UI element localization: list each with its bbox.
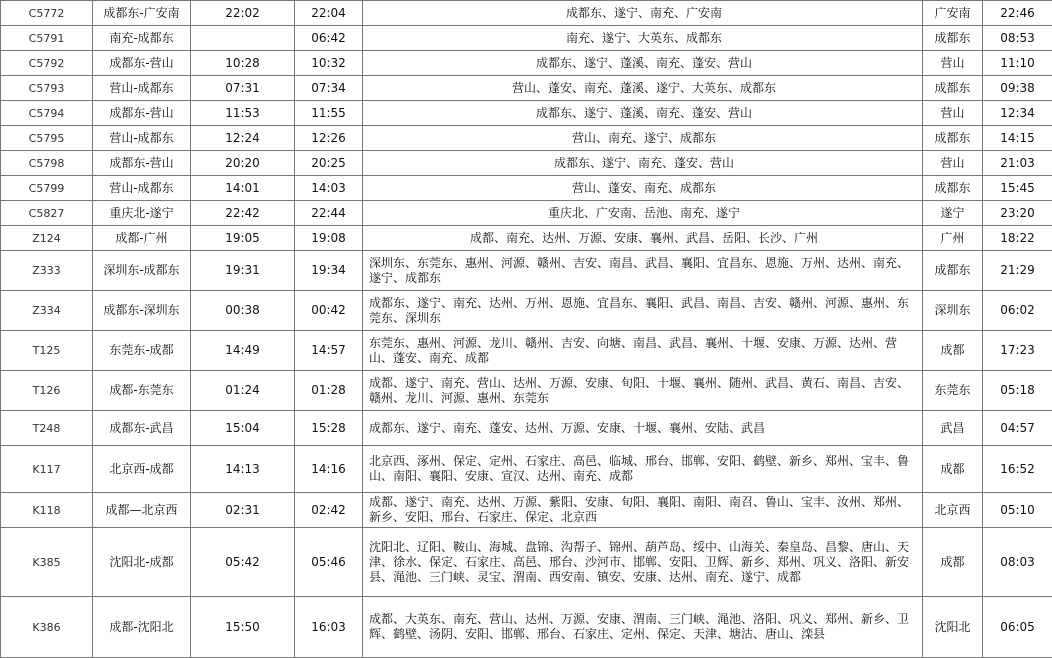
- train-number-cell: C5794: [1, 101, 93, 126]
- route-cell: 沈阳北-成都: [93, 528, 191, 597]
- stops-cell: 南充、遂宁、大英东、成都东: [363, 26, 923, 51]
- stops-cell: 北京西、涿州、保定、定州、石家庄、高邑、临城、邢台、邯郸、安阳、鹤壁、新乡、郑州、宝丰、鲁山、南阳、襄阳、安康、宣汉、达州、南充、成都: [363, 446, 923, 493]
- arrival-time-cell: 08:53: [983, 26, 1052, 51]
- stop-time-cell: 16:03: [295, 597, 363, 658]
- arrival-time-cell: 05:10: [983, 493, 1052, 528]
- terminal-station-cell: 成都东: [923, 251, 983, 291]
- departure-time-cell: 10:28: [191, 51, 295, 76]
- route-cell: 成都-广州: [93, 226, 191, 251]
- table-row: [1, 597, 1052, 658]
- table-row: [1, 493, 1052, 528]
- stops-cell: 营山、蓬安、南充、成都东: [363, 176, 923, 201]
- table-row: [1, 371, 1052, 411]
- stops-cell: 成都、遂宁、南充、达州、万源、紫阳、安康、旬阳、襄阳、南阳、南召、鲁山、宝丰、汝州、郑州、新乡、安阳、邢台、石家庄、保定、北京西: [363, 493, 923, 528]
- train-number-cell: C5792: [1, 51, 93, 76]
- departure-time-cell: 11:53: [191, 101, 295, 126]
- departure-time-cell: 15:50: [191, 597, 295, 658]
- train-number-cell: Z334: [1, 291, 93, 331]
- terminal-station-cell: 北京西: [923, 493, 983, 528]
- departure-time-cell: 01:24: [191, 371, 295, 411]
- stop-time-cell: 15:28: [295, 411, 363, 446]
- terminal-station-cell: 营山: [923, 101, 983, 126]
- stop-time-cell: 06:42: [295, 26, 363, 51]
- train-number-cell: C5795: [1, 126, 93, 151]
- table-row: [1, 528, 1052, 597]
- stops-cell: 成都东、遂宁、南充、广安南: [363, 1, 923, 26]
- departure-time-cell: 12:24: [191, 126, 295, 151]
- train-number-cell: K385: [1, 528, 93, 597]
- table-row: [1, 76, 1052, 101]
- stops-cell: 成都、遂宁、南充、营山、达州、万源、安康、旬阳、十堰、襄州、随州、武昌、黄石、南昌、吉安、赣州、龙川、河源、惠州、东莞东: [363, 371, 923, 411]
- arrival-time-cell: 16:52: [983, 446, 1052, 493]
- train-number-cell: C5827: [1, 201, 93, 226]
- stop-time-cell: 19:34: [295, 251, 363, 291]
- terminal-station-cell: 广州: [923, 226, 983, 251]
- stop-time-cell: 14:03: [295, 176, 363, 201]
- stops-cell: 成都东、遂宁、南充、蓬安、达州、万源、安康、十堰、襄州、安陆、武昌: [363, 411, 923, 446]
- train-number-cell: Z124: [1, 226, 93, 251]
- arrival-time-cell: 05:18: [983, 371, 1052, 411]
- train-number-cell: C5772: [1, 1, 93, 26]
- stops-cell: 营山、蓬安、南充、蓬溪、遂宁、大英东、成都东: [363, 76, 923, 101]
- terminal-station-cell: 深圳东: [923, 291, 983, 331]
- train-number-cell: T125: [1, 331, 93, 371]
- terminal-station-cell: 营山: [923, 51, 983, 76]
- arrival-time-cell: 21:03: [983, 151, 1052, 176]
- table-row: [1, 126, 1052, 151]
- arrival-time-cell: 22:46: [983, 1, 1052, 26]
- table-row: [1, 291, 1052, 331]
- terminal-station-cell: 广安南: [923, 1, 983, 26]
- terminal-station-cell: 成都: [923, 446, 983, 493]
- terminal-station-cell: 遂宁: [923, 201, 983, 226]
- arrival-time-cell: 09:38: [983, 76, 1052, 101]
- route-cell: 成都东-营山: [93, 151, 191, 176]
- arrival-time-cell: 18:22: [983, 226, 1052, 251]
- terminal-station-cell: 成都东: [923, 76, 983, 101]
- route-cell: 成都-沈阳北: [93, 597, 191, 658]
- terminal-station-cell: 成都东: [923, 176, 983, 201]
- stop-time-cell: 22:04: [295, 1, 363, 26]
- terminal-station-cell: 沈阳北: [923, 597, 983, 658]
- train-number-cell: C5793: [1, 76, 93, 101]
- route-cell: 成都东-深圳东: [93, 291, 191, 331]
- terminal-station-cell: 成都: [923, 528, 983, 597]
- departure-time-cell: 14:13: [191, 446, 295, 493]
- arrival-time-cell: 11:10: [983, 51, 1052, 76]
- stop-time-cell: 05:46: [295, 528, 363, 597]
- stop-time-cell: 11:55: [295, 101, 363, 126]
- route-cell: 成都—北京西: [93, 493, 191, 528]
- departure-time-cell: 22:42: [191, 201, 295, 226]
- terminal-station-cell: 成都东: [923, 126, 983, 151]
- route-cell: 营山-成都东: [93, 76, 191, 101]
- stops-cell: 成都东、遂宁、蓬溪、南充、蓬安、营山: [363, 51, 923, 76]
- stop-time-cell: 10:32: [295, 51, 363, 76]
- departure-time-cell: 05:42: [191, 528, 295, 597]
- stops-cell: 成都东、遂宁、南充、蓬安、营山: [363, 151, 923, 176]
- arrival-time-cell: 06:02: [983, 291, 1052, 331]
- stop-time-cell: 07:34: [295, 76, 363, 101]
- timetable-body: [1, 1, 1052, 658]
- train-number-cell: K386: [1, 597, 93, 658]
- departure-time-cell: 07:31: [191, 76, 295, 101]
- stops-cell: 沈阳北、辽阳、鞍山、海城、盘锦、沟帮子、锦州、葫芦岛、绥中、山海关、秦皇岛、昌黎、唐山、天津、徐水、保定、石家庄、高邑、邢台、沙河市、邯郸、安阳、卫辉、新乡、郑州、巩义、洛阳、新安县、渑池、三门峡、灵宝、渭南、西安南、镇安、安康、达州、南充、遂宁、成都: [363, 528, 923, 597]
- arrival-time-cell: 17:23: [983, 331, 1052, 371]
- table-row: [1, 51, 1052, 76]
- train-number-cell: C5791: [1, 26, 93, 51]
- table-row: [1, 251, 1052, 291]
- stop-time-cell: 22:44: [295, 201, 363, 226]
- terminal-station-cell: 成都东: [923, 26, 983, 51]
- table-row: [1, 411, 1052, 446]
- table-row: [1, 26, 1052, 51]
- stops-cell: 成都、大英东、南充、营山、达州、万源、安康、渭南、三门峡、渑池、洛阳、巩义、郑州、新乡、卫辉、鹤壁、汤阴、安阳、邯郸、邢台、石家庄、定州、保定、天津、塘沽、唐山、滦县: [363, 597, 923, 658]
- train-number-cell: K117: [1, 446, 93, 493]
- departure-time-cell: 19:05: [191, 226, 295, 251]
- departure-time-cell: [191, 26, 295, 51]
- stops-cell: 成都东、遂宁、蓬溪、南充、蓬安、营山: [363, 101, 923, 126]
- departure-time-cell: 14:01: [191, 176, 295, 201]
- stop-time-cell: 14:16: [295, 446, 363, 493]
- route-cell: 成都东-广安南: [93, 1, 191, 26]
- stop-time-cell: 14:57: [295, 331, 363, 371]
- route-cell: 成都-东莞东: [93, 371, 191, 411]
- route-cell: 深圳东-成都东: [93, 251, 191, 291]
- train-number-cell: C5798: [1, 151, 93, 176]
- train-number-cell: T126: [1, 371, 93, 411]
- table-row: [1, 331, 1052, 371]
- terminal-station-cell: 武昌: [923, 411, 983, 446]
- route-cell: 南充-成都东: [93, 26, 191, 51]
- departure-time-cell: 02:31: [191, 493, 295, 528]
- route-cell: 成都东-营山: [93, 101, 191, 126]
- table-row: [1, 446, 1052, 493]
- departure-time-cell: 20:20: [191, 151, 295, 176]
- departure-time-cell: 00:38: [191, 291, 295, 331]
- arrival-time-cell: 14:15: [983, 126, 1052, 151]
- stops-cell: 深圳东、东莞东、惠州、河源、赣州、吉安、南昌、武昌、襄阳、宜昌东、恩施、万州、达州、南充、遂宁、成都东: [363, 251, 923, 291]
- stop-time-cell: 12:26: [295, 126, 363, 151]
- stops-cell: 成都东、遂宁、南充、达州、万州、恩施、宜昌东、襄阳、武昌、南昌、吉安、赣州、河源、惠州、东莞东、深圳东: [363, 291, 923, 331]
- departure-time-cell: 14:49: [191, 331, 295, 371]
- departure-time-cell: 15:04: [191, 411, 295, 446]
- arrival-time-cell: 12:34: [983, 101, 1052, 126]
- terminal-station-cell: 营山: [923, 151, 983, 176]
- stop-time-cell: 19:08: [295, 226, 363, 251]
- train-number-cell: K118: [1, 493, 93, 528]
- table-row: [1, 176, 1052, 201]
- terminal-station-cell: 东莞东: [923, 371, 983, 411]
- arrival-time-cell: 15:45: [983, 176, 1052, 201]
- arrival-time-cell: 06:05: [983, 597, 1052, 658]
- table-row: [1, 201, 1052, 226]
- route-cell: 东莞东-成都: [93, 331, 191, 371]
- table-row: [1, 1, 1052, 26]
- arrival-time-cell: 08:03: [983, 528, 1052, 597]
- stops-cell: 营山、南充、遂宁、成都东: [363, 126, 923, 151]
- arrival-time-cell: 21:29: [983, 251, 1052, 291]
- route-cell: 北京西-成都: [93, 446, 191, 493]
- stops-cell: 东莞东、惠州、河源、龙川、赣州、吉安、向塘、南昌、武昌、襄州、十堰、安康、万源、达州、营山、蓬安、南充、成都: [363, 331, 923, 371]
- train-number-cell: C5799: [1, 176, 93, 201]
- route-cell: 营山-成都东: [93, 126, 191, 151]
- terminal-station-cell: 成都: [923, 331, 983, 371]
- arrival-time-cell: 23:20: [983, 201, 1052, 226]
- stops-cell: 成都、南充、达州、万源、安康、襄州、武昌、岳阳、长沙、广州: [363, 226, 923, 251]
- route-cell: 成都东-营山: [93, 51, 191, 76]
- table-row: [1, 101, 1052, 126]
- route-cell: 营山-成都东: [93, 176, 191, 201]
- train-number-cell: T248: [1, 411, 93, 446]
- stop-time-cell: 02:42: [295, 493, 363, 528]
- train-number-cell: Z333: [1, 251, 93, 291]
- table-row: [1, 151, 1052, 176]
- table-row: [1, 226, 1052, 251]
- stops-cell: 重庆北、广安南、岳池、南充、遂宁: [363, 201, 923, 226]
- stop-time-cell: 01:28: [295, 371, 363, 411]
- stop-time-cell: 20:25: [295, 151, 363, 176]
- departure-time-cell: 19:31: [191, 251, 295, 291]
- route-cell: 重庆北-遂宁: [93, 201, 191, 226]
- departure-time-cell: 22:02: [191, 1, 295, 26]
- arrival-time-cell: 04:57: [983, 411, 1052, 446]
- route-cell: 成都东-武昌: [93, 411, 191, 446]
- stop-time-cell: 00:42: [295, 291, 363, 331]
